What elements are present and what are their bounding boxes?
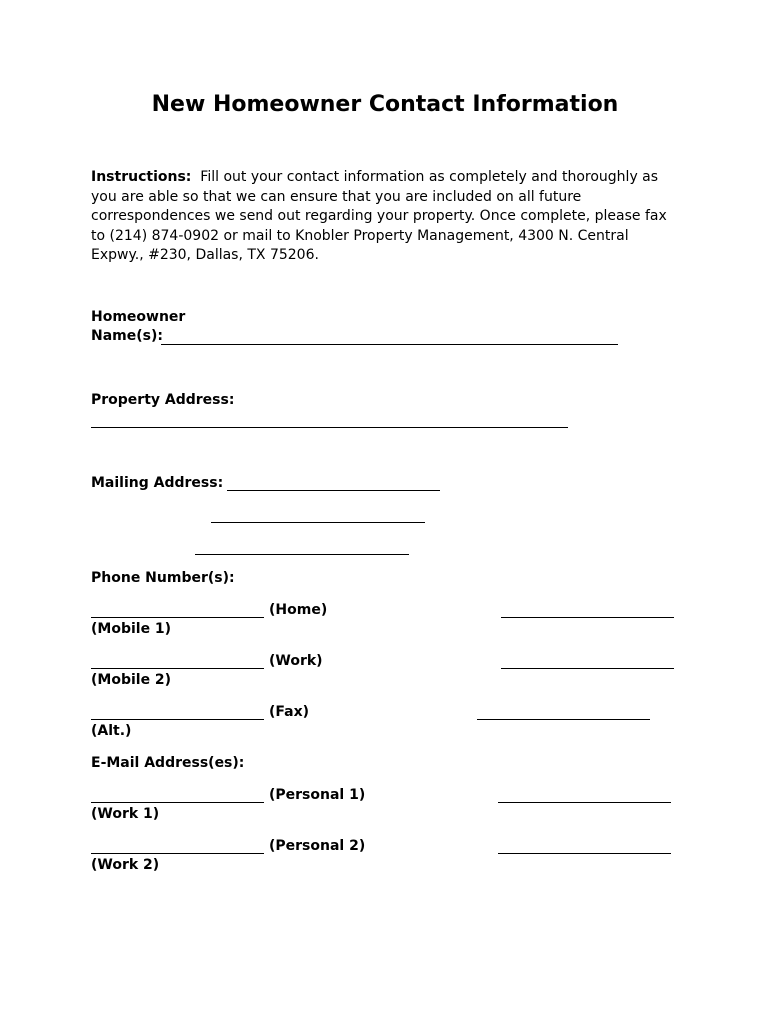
homeowner-label-1: Homeowner [91, 309, 186, 325]
instructions-text-1: Fill out your contact information as completely and thoroughly as [200, 169, 659, 185]
email-addresses-label: E-Mail Address(es): [91, 755, 245, 771]
phone-work-label: (Work) [269, 653, 323, 669]
phone-alt-line[interactable] [477, 719, 650, 720]
email-work1-line[interactable] [498, 802, 671, 803]
mailing-address-line-1[interactable] [227, 490, 440, 491]
instructions-line-3: correspondences we send out regarding your property. Once complete, please fax [91, 208, 667, 224]
phone-fax-line[interactable] [91, 719, 264, 720]
mailing-address-line-2[interactable] [211, 522, 425, 523]
property-address-line[interactable] [91, 427, 568, 428]
instructions-line-4: to (214) 874-0902 or mail to Knobler Property Management, 4300 N. Central [91, 227, 629, 244]
email-work2-line[interactable] [498, 853, 671, 854]
email-work2-label: (Work 2) [91, 857, 160, 873]
email-work1-label: (Work 1) [91, 806, 160, 822]
instructions-line-2: you are able so that we can ensure that you are included on all future [91, 188, 582, 205]
phone-work-line[interactable] [91, 668, 264, 669]
homeowner-label-2: Name(s): [91, 328, 163, 344]
instructions-line-1 [91, 168, 667, 188]
email-personal2-label: (Personal 2) [269, 838, 366, 854]
phone-mobile2-line[interactable] [501, 668, 674, 669]
instructions-label: Instructions: [91, 169, 192, 185]
phone-mobile1-label: (Mobile 1) [91, 621, 172, 637]
phone-fax-label: (Fax) [269, 704, 310, 720]
phone-home-label: (Home) [269, 602, 328, 618]
mailing-address-line-3[interactable] [195, 554, 409, 555]
homeowner-name-line[interactable] [161, 344, 618, 345]
mailing-address-label: Mailing Address: [91, 475, 224, 491]
phone-alt-label: (Alt.) [91, 723, 132, 739]
instructions-line-5: Expwy., #230, Dallas, TX 75206. [91, 247, 319, 263]
phone-mobile1-line[interactable] [501, 617, 674, 618]
instructions-block [91, 168, 667, 266]
email-personal1-line[interactable] [91, 802, 264, 803]
property-address-label: Property Address: [91, 392, 235, 408]
phone-numbers-label: Phone Number(s): [91, 570, 235, 586]
phone-mobile2-label: (Mobile 2) [91, 672, 172, 688]
email-personal2-line[interactable] [91, 853, 264, 854]
page-title: New Homeowner Contact Information [151, 92, 619, 117]
email-personal1-label: (Personal 1) [269, 787, 366, 803]
phone-home-line[interactable] [91, 617, 264, 618]
